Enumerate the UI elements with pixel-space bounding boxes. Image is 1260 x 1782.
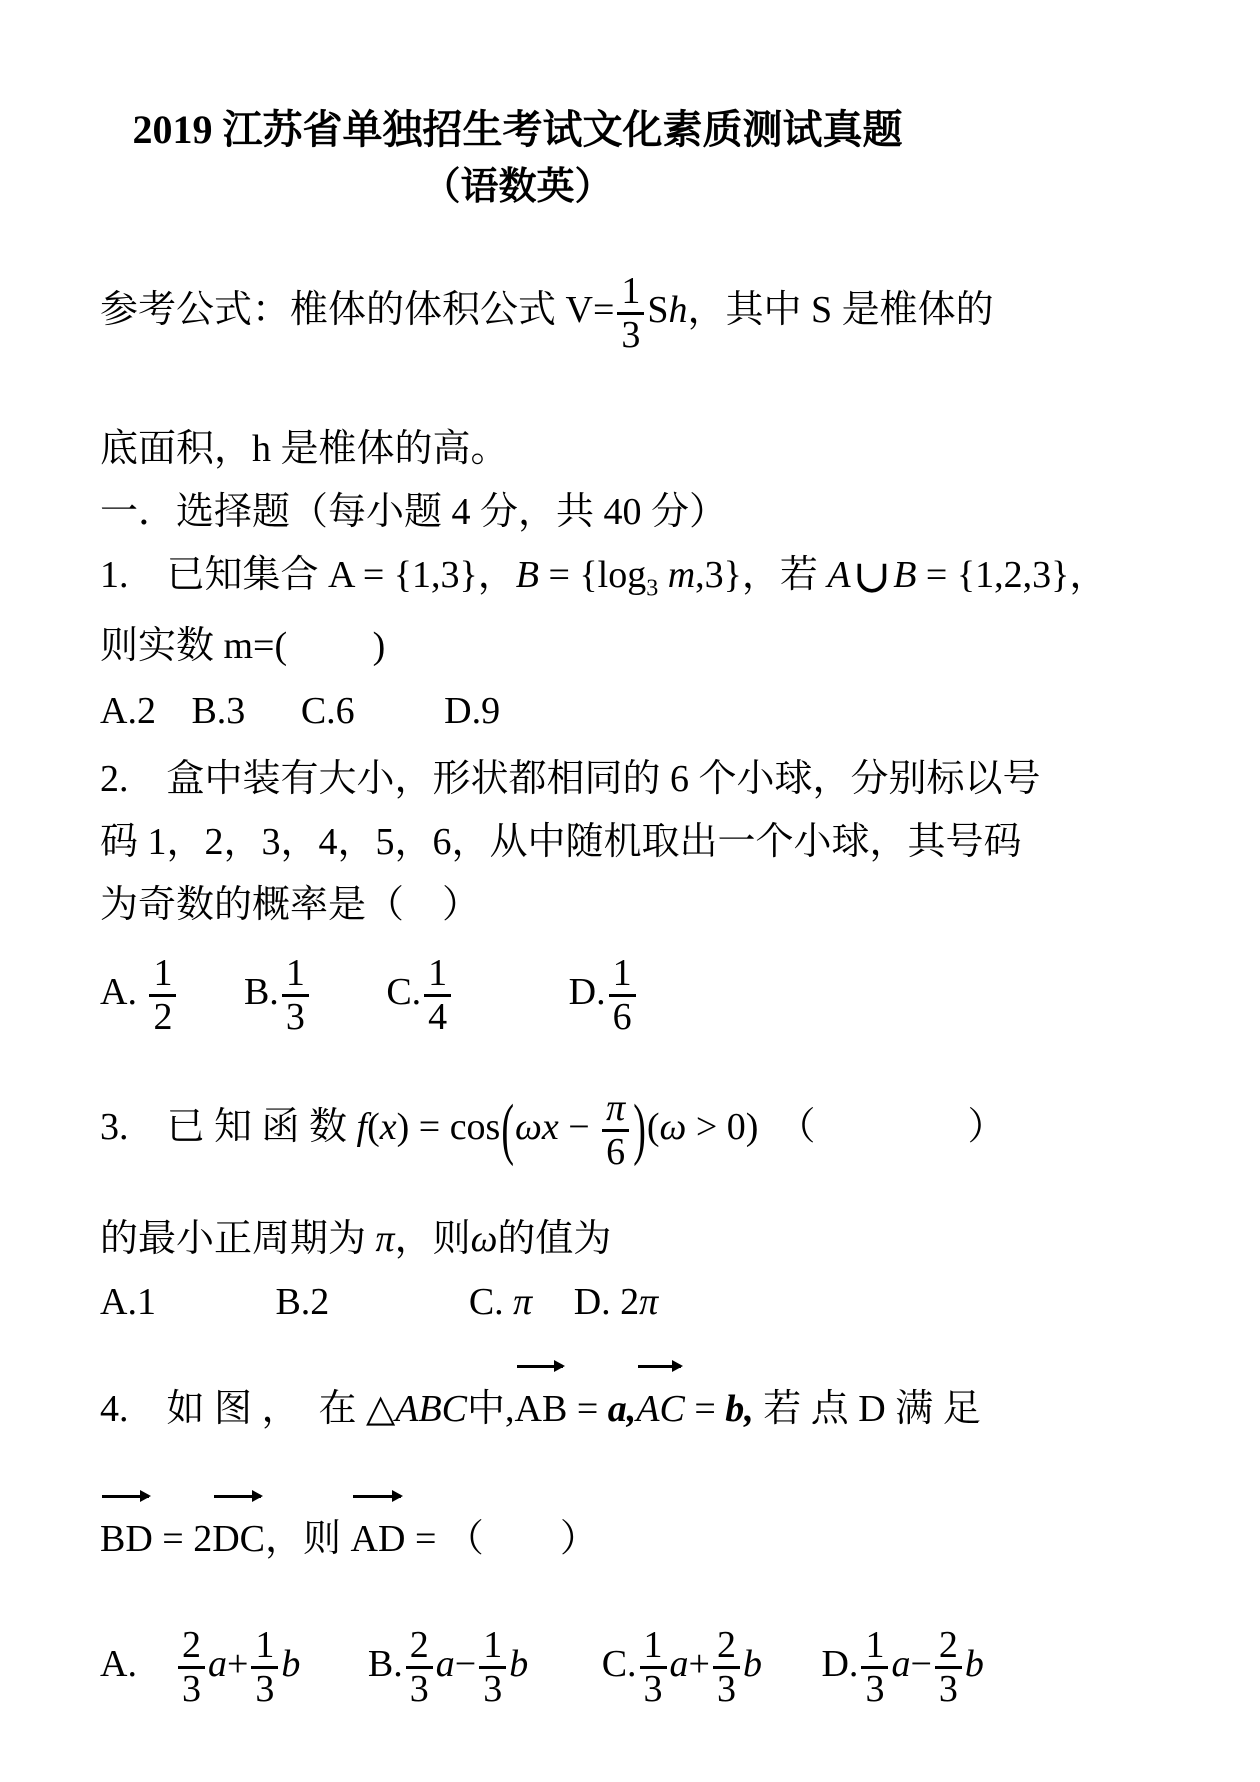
title-block <box>100 105 1160 212</box>
question-4-line-2: BD = 2 DC，则 AD = （ ） <box>100 1508 1160 1571</box>
question-2-line-2: 码 1，2，3，4，5，6，从中随机取出一个小球，其号码 <box>100 821 1022 863</box>
question-1-line-2: 则实数 m=( ) <box>100 625 386 667</box>
page-title: 2019 江苏省单独招生考试文化素质测试真题 <box>132 107 903 152</box>
q1-option-b: B.3 <box>191 690 246 732</box>
vector-arrow-icon <box>638 1365 681 1368</box>
question-3-line-2: 的最小正周期为 π，则ω的值为 <box>100 1218 612 1261</box>
q2-option-b: B. $\frac{1}{3}$ <box>244 944 312 1040</box>
q2-option-c: C. $\frac{1}{4}$ <box>386 944 454 1040</box>
section-heading: 一．选择题（每小题 4 分，共 40 分） <box>100 491 728 533</box>
vector-arrow-icon <box>353 1495 402 1498</box>
q3-option-c: C. π <box>468 1281 533 1324</box>
question-1-options <box>100 680 1160 743</box>
q2-option-a: A. $\frac{1}{2}$ <box>100 944 179 1040</box>
question-2-line-3: 为奇数的概率是（ ） <box>100 884 481 926</box>
vector-arrow-icon <box>214 1495 261 1498</box>
vector-arrow-icon <box>102 1495 149 1498</box>
q4-option-c: C. $\frac{1}{3}$ a+ $\frac{2}{3}$ b <box>601 1624 762 1711</box>
question-2-options <box>100 944 1160 1040</box>
q4-option-a: A. $\frac{2}{3}$ a+ $\frac{1}{3}$ b <box>100 1624 301 1711</box>
page-subtitle: （语数英） <box>422 166 613 208</box>
q3-option-b: B.2 <box>275 1281 330 1324</box>
question-1-line-1: 1. 已知集合 A = {1,3}，$B = \{\log_3$ m,3}，若 A∪B = {1,2,3}， <box>100 551 1108 602</box>
reference-formula-line-2: 底面积，h 是椎体的高。 <box>100 428 509 470</box>
q1-option-a: A.2 <box>100 690 156 732</box>
reference-formula-line-1: 参考公式：椎体的体积公式 V= $\frac{1}{3}$ Sh，其中 S 是椎体的 <box>100 269 994 356</box>
question-2-line-1: 2. 盒中装有大小，形状都相同的 6 个小球，分别标以号 <box>100 758 1041 800</box>
question-3-line-1: 3. 已 知 函 数 f(x) = cos(ωx − $\frac{\pi}{6}$ )(ω > 0) （ ） <box>100 1086 1006 1173</box>
q3-option-d: D. 2π <box>573 1281 659 1324</box>
q1-option-d: D.9 <box>444 690 501 732</box>
q4-option-b: B. $\frac{2}{3}$ a− $\frac{1}{3}$ b <box>367 1624 529 1711</box>
question-3-options <box>100 1271 1160 1334</box>
question-4-line-1: 4. 如 图 ， 在 △ABC中, AB = a, AC = b, 若 点 D 满 足 <box>100 1378 1160 1441</box>
q2-option-d: D. $\frac{1}{6}$ <box>569 944 639 1040</box>
q3-option-a: A.1 <box>100 1281 156 1324</box>
question-4-options <box>100 1616 1160 1712</box>
q4-option-d: D. $\frac{1}{3}$ a− $\frac{2}{3}$ b <box>821 1624 984 1711</box>
vector-arrow-icon <box>517 1365 564 1368</box>
q1-option-c: C.6 <box>300 690 355 732</box>
